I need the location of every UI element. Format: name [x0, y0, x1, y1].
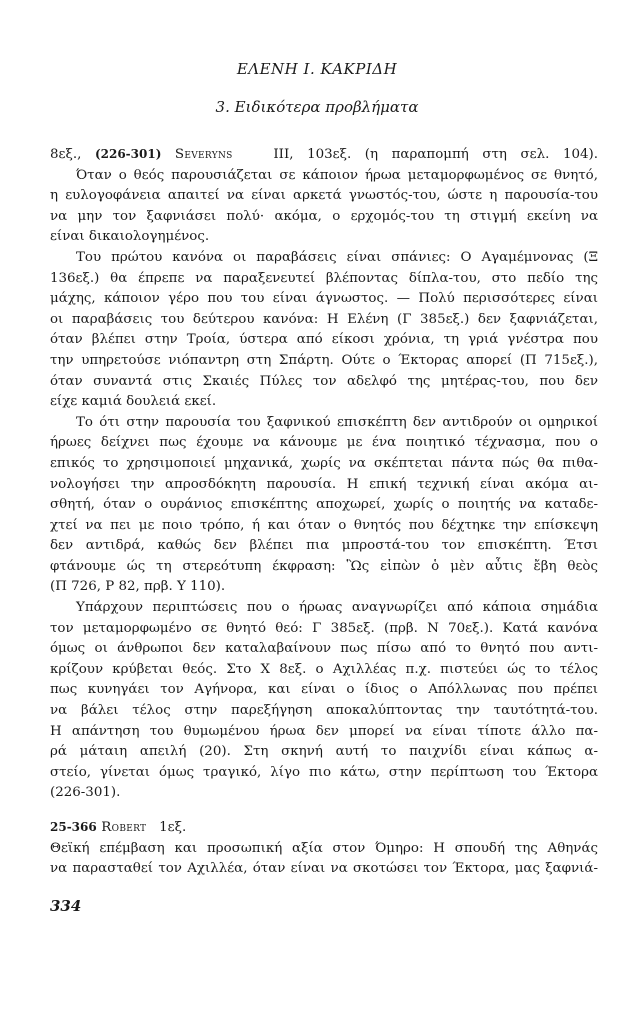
text-line: την υπηρετούσε νιόπαντρη στη Σπάρτη. Ούτε ο Έκτορας απορεί (Π 715εξ.), — [50, 352, 598, 368]
text-line: χτεί να πει με ποιο τρόπο, ή και όταν ο θνητός που δέχτηκε την επίσκεψη — [50, 517, 598, 533]
text-line: στείο, γίνεται όμως τραγικό, λίγο πιο κάτω, στην περίπτωση του Έκτορα — [50, 764, 598, 780]
text-line: είχε καμιά δουλειά εκεί. — [50, 394, 217, 410]
page-number: 334 — [50, 897, 82, 915]
entry-1 — [50, 144, 598, 804]
text-line: όταν βλέπει στην Τροία, ύστερα από είκοσι χρόνια, τη γριά γνέστρα που — [50, 332, 598, 348]
citation: 1εξ. — [146, 820, 187, 835]
text-line: κρίζουν κρύβεται θεός. Στο Χ 8εξ. ο Αχιλλέας π.χ. πιστεύει ώς το τέλος — [50, 661, 598, 677]
entry-2-heading — [50, 817, 598, 839]
text-line: Όταν ο θεός παρουσιάζεται σε κάποιον ήρωα μεταμορφωμένος σε θνητό, — [76, 167, 598, 183]
text-line: (Π 726, Ρ 82, πρβ. Υ 110). — [50, 579, 226, 595]
text-line: μάχης, κάποιον γέρο που του είναι άγνωστος. — Πολύ περισσότερες είναι — [50, 291, 598, 307]
text-line: να μην τον ξαφνιάσει πολύ· ακόμα, ο ερχομός-του τη στιγμή εκείνη να — [50, 208, 598, 224]
text-line: 136εξ.) θα έπρεπε να παραξενευτεί βλέποντας δίπλα-του, στο πεδίο της — [50, 270, 598, 286]
author-name: Robert — [96, 820, 147, 835]
citation: ΙΙΙ, 103εξ. (η παραπομπή στη σελ. 104). — [232, 147, 598, 162]
line-reference: (226-301) — [94, 147, 175, 161]
text-line: Η απάντηση του θυμωμένου ήρωα δεν μπορεί να είναι τίποτε άλλο πα- — [50, 723, 598, 739]
text-line: φτάνουμε ώς τη στερεότυπη έκφραση: Ὣς εἰπὼν ὁ μὲν αὖτις ἔβη θεὸς — [50, 558, 598, 574]
text-line: η ευλογοφάνεια απαιτεί να είναι αρκετά γνωστός-του, ώστε η παρουσία-του — [50, 188, 598, 204]
text-line: Θεϊκή επέμβαση και προσωπική αξία στον Όμηρο: Η σπουδή της Αθηνάς — [50, 840, 598, 856]
text-line: τον μεταμορφωμένο σε θνητό θεό: Γ 385εξ. (πρβ. Ν 70εξ.). Κατά κανόνα — [50, 620, 598, 636]
text-line: ήρωες δείχνει πως έχουμε να κάνουμε με ένα ποιητικό τέχνασμα, που ο — [50, 435, 598, 451]
text-line: Το ότι στην παρουσία του ξαφνικού επισκέπτη δεν αντιδρούν οι ομηρικοί — [76, 414, 598, 430]
text-line: πως κυνηγάει τον Αγήνορα, και είναι ο ίδιος ο Απόλλωνας που πρέπει — [50, 682, 598, 698]
text-line: (226-301). — [50, 785, 121, 801]
text-line: επικός το χρησιμοποιεί μηχανικά, χωρίς να σκέπτεται πάντα πώς θα πιθα- — [50, 455, 598, 471]
text-line: Υπάρχουν περιπτώσεις που ο ήρωας αναγνωρίζει από κάποια σημάδια — [76, 600, 598, 616]
text-line: ρά μάταιη απειλή (20). Στη σκηνή αυτή το παιχνίδι είναι κάπως α- — [50, 744, 598, 760]
author-name: Severyns — [174, 147, 233, 162]
entry-1-heading — [50, 144, 598, 166]
text-line: σθητή, όταν ο ουράνιος επισκέπτης αποχωρεί, χωρίς ο ποιητής να καταδε- — [50, 497, 598, 513]
text-line: δεν αντιδρά, καθώς δεν βλέπει πια μπροστά-του τον επισκέπτη. Έτσι — [50, 538, 598, 554]
text-line: Του πρώτου κανόνα οι παραβάσεις είναι σπάνιες: Ο Αγαμέμνονας (Ξ — [76, 249, 598, 265]
section-title: 3. Ειδικότερα προβλήματα — [215, 98, 419, 116]
running-head: ΕΛΕΝΗ Ι. ΚΑΚΡΙΔΗ — [236, 60, 398, 78]
line-reference: 25-366 — [50, 820, 97, 834]
text-line: να παρασταθεί τον Αχιλλέα, όταν είναι να σκοτώσει τον Έκτορα, μας ξαφνιά- — [50, 861, 598, 877]
text-line: όμως οι άνθρωποι δεν καταλαβαίνουν πως πίσω από το θνητό που αντι- — [50, 641, 598, 657]
entry-lead: 8εξ., — [50, 147, 95, 162]
text-line: όταν συναντά στις Σκαιές Πύλες τον αδελφό της μητέρας-του, που δεν — [50, 373, 598, 389]
text-line: οι παραβάσεις του δεύτερου κανόνα: Η Ελένη (Γ 385εξ.) δεν ξαφνιάζεται, — [50, 311, 598, 327]
text-line: να βάλει τέλος στην παρεξήγηση αποκαλύπτοντας την ταυτότητά-του. — [50, 703, 598, 719]
entry-2 — [50, 817, 598, 880]
text-line: νολογήσει την απροσδόκητη παρουσία. Η επική τεχνική είναι ακόμα αι- — [50, 476, 598, 492]
text-line: είναι δικαιολογημένος. — [50, 229, 210, 245]
